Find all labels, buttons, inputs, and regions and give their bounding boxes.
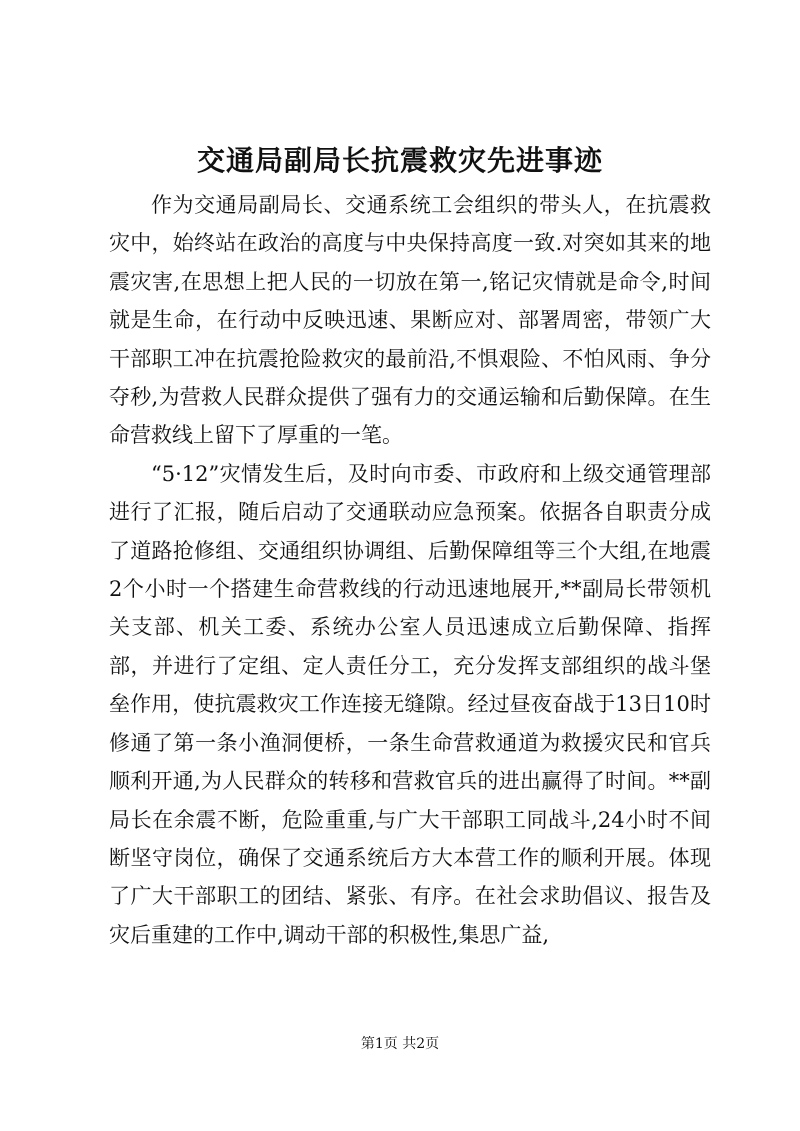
paragraph-2: “5·12”灾情发生后，及时向市委、市政府和上级交通管理部进行了汇报，随后启动了交通联动应急预案。依据各自职责分成了道路抢修组、交通组织协调组、后勤保障组等三个大组,在地震2个小时一个搭建生命营救线的行动迅速地展开,**副局长带领机关支部、机关工委、系统办公室人员迅速成立后勤保障、指挥部，并进行了定组、定人责任分工，充分发挥支部组织的战斗堡垒作用，使抗震救灾工作连接无缝隙。经过昼夜奋战于13日10时修通了第一条小渔洞便桥，一条生命营救通道为救援灾民和官兵顺利开通,为人民群众的转移和营救官兵的进出赢得了时间。**副局长在余震不断，危险重重,与广大干部职工同战斗,24小时不间断坚守岗位，确保了交通系统后方大本营工作的顺利开展。体现了广大干部职工的团结、紧张、有序。在社会求助倡议、报告及灾后重建的工作中,调动干部的积极性,集思广益, (109, 461, 711, 947)
page-number-footer: 第1页 共2页 (360, 1036, 440, 1052)
document-body (109, 186, 711, 954)
document-title: 交通局副局长抗震救灾先进事迹 (196, 144, 603, 177)
paragraph-1: 作为交通局副局长、交通系统工会组织的带头人，在抗震救灾中，始终站在政治的高度与中央保持高度一致.对突如其来的地震灾害,在思想上把人民的一切放在第一,铭记灾情就是命令,时间就是生命，在行动中反映迅速、果断应对、部署周密，带领广大干部职工冲在抗震抢险救灾的最前沿,不惧艰险、不怕风雨、争分夺秒,为营救人民群众提供了强有力的交通运输和后勤保障。在生命营救线上留下了厚重的一笔。 (109, 193, 711, 448)
